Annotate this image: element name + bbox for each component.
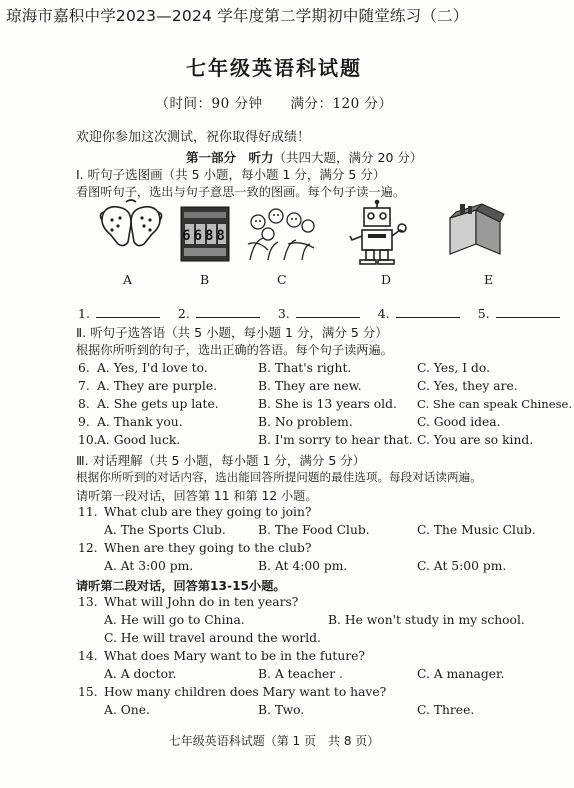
option-a: A. A doctor. <box>104 667 177 681</box>
dialog2-intro: 请听第二段对话，回答第13-15小题。 <box>76 579 286 593</box>
blank-label: 3. <box>277 306 290 321</box>
blank-label: 4. <box>377 306 390 321</box>
picture-label-a: A <box>123 272 133 287</box>
blank-label: 5. <box>477 306 490 321</box>
option-c: C. She can speak Chinese. <box>417 397 573 411</box>
question-stem: When are they going to the club? <box>104 541 312 555</box>
option-c: C. Yes, I do. <box>417 361 490 375</box>
question-number: 15. <box>78 685 98 699</box>
option-b: B. Two. <box>258 703 305 717</box>
question-stem: What club are they going to join? <box>104 505 312 519</box>
question-number: 13. <box>78 595 98 609</box>
page-footer: 七年级英语科试题（第 1 页 共 8 页） <box>168 734 380 748</box>
question-number: 14. <box>78 649 98 663</box>
part1-title: 第一部分 听力 <box>186 150 274 165</box>
part1-heading <box>186 148 422 166</box>
option-b: B. The Food Club. <box>258 523 370 537</box>
exam-title: 七年级英语科试题 <box>186 56 362 80</box>
answer-blank[interactable] <box>196 307 260 318</box>
option-c: C. Yes, they are. <box>417 379 518 393</box>
option-b: B. No problem. <box>258 415 353 429</box>
mittens-icon <box>98 198 164 256</box>
question-stem: How many children does Mary want to have? <box>104 685 387 699</box>
picture-label-d: D <box>381 272 392 287</box>
blank-label: 1. <box>78 306 90 321</box>
question-stem: What will John do in ten years? <box>104 595 299 609</box>
option-c: C. The Music Club. <box>417 523 536 537</box>
option-a: A. At 3:00 pm. <box>104 559 194 573</box>
answer-blank[interactable] <box>496 307 560 318</box>
calendar-digits: 6688 <box>182 228 228 244</box>
option-b: B. At 4:00 pm. <box>258 559 348 573</box>
option-a: A. Yes, I'd love to. <box>97 361 208 375</box>
option-b: B. She is 13 years old. <box>258 397 397 411</box>
question-number: 11. <box>78 505 98 519</box>
option-a: A. Thank you. <box>97 415 183 429</box>
option-b: B. A teacher . <box>258 667 343 681</box>
question-number: 6. <box>78 361 90 375</box>
picture-label-b: B <box>200 272 210 287</box>
option-a: A. One. <box>104 703 150 717</box>
option-c: C. You are so kind. <box>417 433 534 447</box>
option-b: B. He won't study in my school. <box>328 613 525 627</box>
section3-title: Ⅲ. 对话理解（共 5 小题，每小题 1 分，满分 5 分） <box>76 453 366 468</box>
option-a: A. She gets up late. <box>97 397 219 411</box>
answer-blank[interactable] <box>96 307 160 318</box>
section2-title: Ⅱ. 听句子选答语（共 5 小题，每小题 1 分，满分 5 分） <box>76 325 388 340</box>
question-number: 9. <box>78 415 90 429</box>
option-c: C. Good idea. <box>417 415 501 429</box>
question-number: 7. <box>78 379 90 393</box>
answer-blank[interactable] <box>396 307 460 318</box>
option-a: A. They are purple. <box>97 379 218 393</box>
part1-note: （共四大题，满分 20 分） <box>273 150 423 165</box>
question-number: 12. <box>78 541 98 555</box>
calendar-clock-icon <box>180 206 230 262</box>
picture-label-e: E <box>484 272 494 287</box>
question-number: 8. <box>78 397 90 411</box>
option-b: B. That's right. <box>258 361 352 375</box>
section2-instruction: 根据你所听到的句子，选出正确的答语。每个句子读两遍。 <box>76 343 393 357</box>
option-c: C. At 5:00 pm. <box>417 559 507 573</box>
option-a: A. He will go to China. <box>104 613 245 627</box>
picture-label-c: C <box>277 272 287 287</box>
section1-title: Ⅰ. 听句子选图画（共 5 小题，每小题 1 分，满分 5 分） <box>76 167 386 182</box>
option-c: C. Three. <box>417 703 475 717</box>
dialog1-intro: 请听第一段对话，回答第 11 和第 12 小题。 <box>76 489 318 503</box>
option-c: C. A manager. <box>417 667 505 681</box>
robot-icon <box>346 200 408 266</box>
section3-instruction: 根据你所听到的对话内容，选出能回答所提问题的最佳选项。每段对话读两遍。 <box>76 470 482 484</box>
school-header: 琼海市嘉积中学2023—2024 学年度第二学期初中随堂练习（二） <box>6 7 469 25</box>
time-score-line: （时间：90 分钟 满分：120 分） <box>155 96 393 112</box>
option-a: A. Good luck. <box>97 433 181 447</box>
option-b: B. They are new. <box>258 379 362 393</box>
answer-blank[interactable] <box>296 307 360 318</box>
option-a: A. The Sports Club. <box>104 523 226 537</box>
section1-instruction: 看图听句子，选出与句子意思一致的图画。每个句子读一遍。 <box>76 185 406 199</box>
answer-blanks <box>78 306 574 321</box>
box-icon <box>442 204 506 260</box>
picture-row <box>0 198 548 288</box>
welcome-text: 欢迎你参加这次测试，祝你取得好成绩！ <box>76 130 311 145</box>
option-b: B. I'm sorry to hear that. <box>258 433 413 447</box>
children-group-icon <box>244 204 318 264</box>
question-stem: What does Mary want to be in the future? <box>104 649 365 663</box>
blank-label: 2. <box>177 306 190 321</box>
question-number: 10. <box>78 433 98 447</box>
option-c: C. He will travel around the world. <box>104 631 321 645</box>
